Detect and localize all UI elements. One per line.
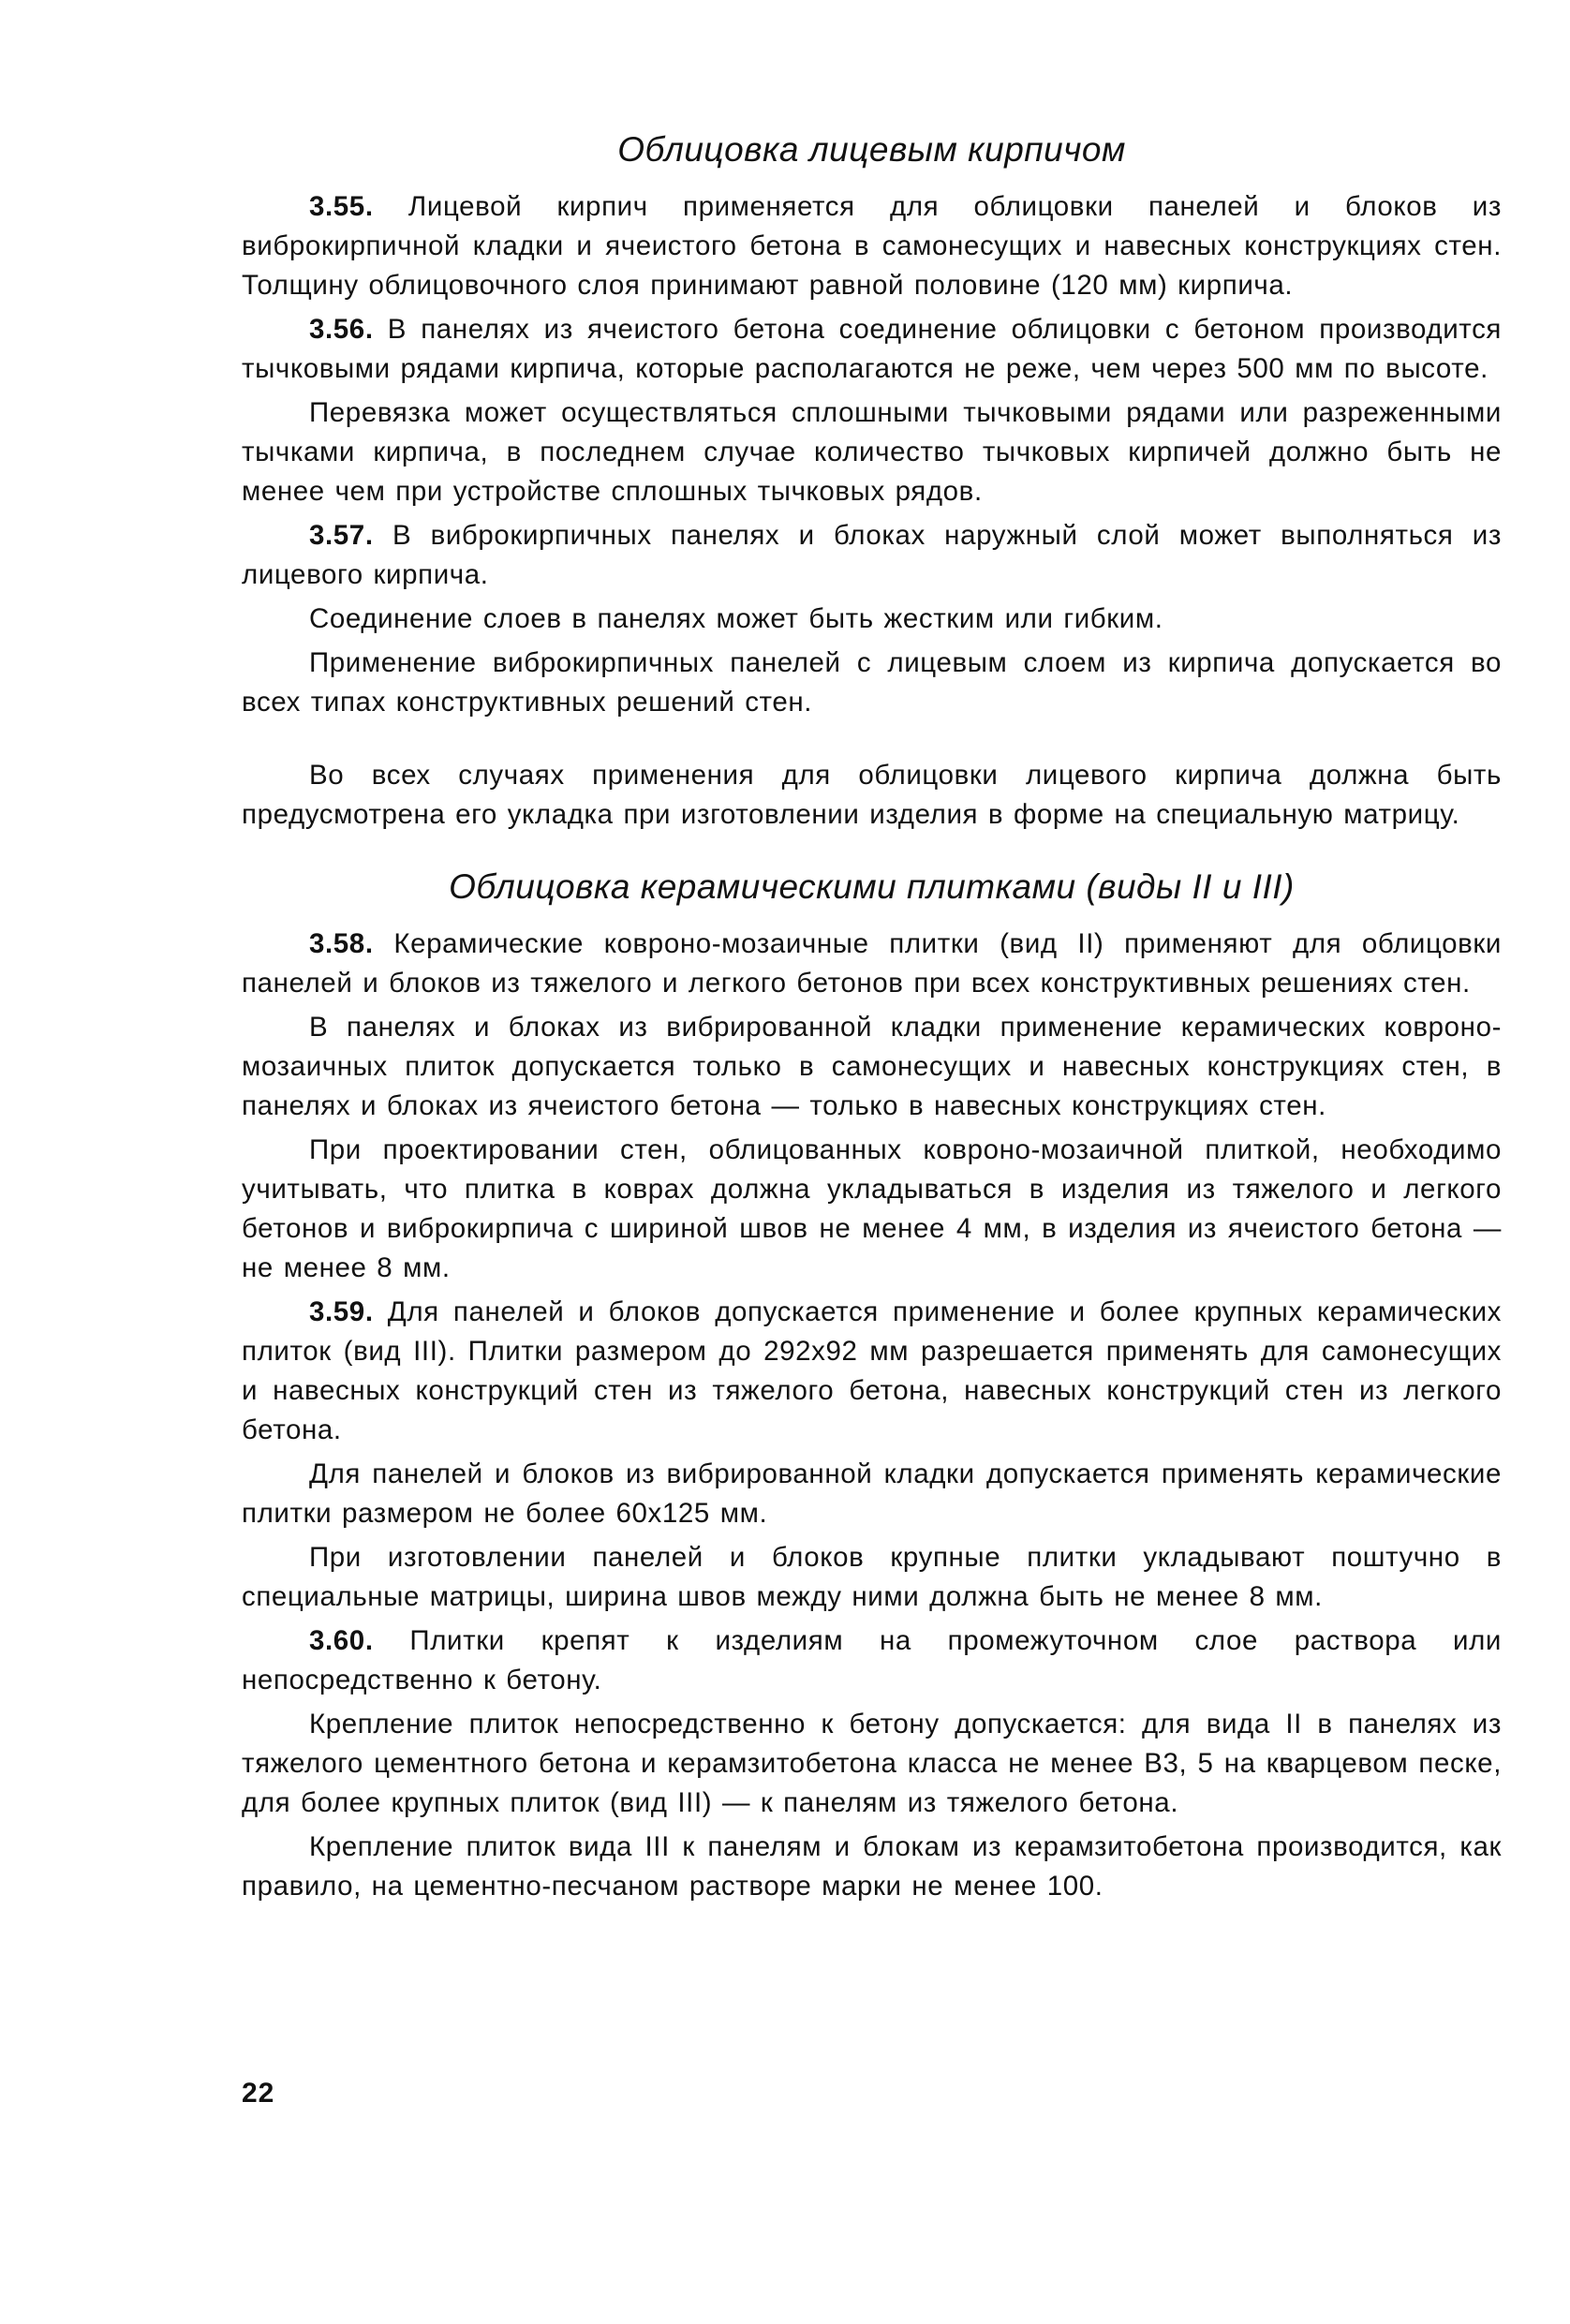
section-heading-facing-brick: Облицовка лицевым кирпичом — [617, 130, 1126, 169]
paragraph-direct-fixing — [242, 1705, 1502, 1823]
paragraph-piece-laying — [242, 1538, 1502, 1617]
paragraph-text: Для панелей и блоков допускается применение и более крупных керамических плиток (вид III). Плитки размером до 292x92 мм разрешается применять для самонесущих и навесных конструкций стен из тяжелого бетона, навесных конструкций стен из легкого бетона. — [242, 1296, 1502, 1445]
paragraph-3-57 — [242, 516, 1502, 595]
paragraph-text: В панелях и блоках из вибрированной кладки применение керамических ковроно-мозаичных плиток допускается только в самонесущих и навесных конструкциях стен, в панелях и блоках из ячеистого бетона — только в навесных конструкциях стен. — [242, 1012, 1502, 1121]
clause-number: 3.57. — [309, 520, 374, 551]
clause-number: 3.58. — [309, 928, 374, 959]
page-number: 22 — [242, 2078, 275, 2109]
paragraph-text: В панелях из ячеистого бетона соединение облицовки с бетоном производится тычковыми рядами кирпича, которые располагаются не реже, чем через 500 мм по высоте. — [242, 314, 1502, 384]
paragraph-3-58 — [242, 925, 1502, 1003]
paragraph-text: Лицевой кирпич применяется для облицовки панелей и блоков из виброкирпичной кладки и ячеистого бетона в самонесущих и навесных конструкциях стен. Толщину облицовочного слоя принимают равной половине (120 мм) кирпича. — [242, 191, 1502, 301]
clause-number: 3.56. — [309, 314, 374, 345]
paragraph-text: Соединение слоев в панелях может быть жестким или гибким. — [309, 603, 1163, 634]
paragraph-text: Во всех случаях применения для облицовки лицевого кирпича должна быть предусмотрена его укладка при изготовлении изделия в форме на специальную матрицу. — [242, 760, 1502, 830]
paragraph-text: Перевязка может осуществляться сплошными тычковыми рядами или разреженными тычками кирпича, в последнем случае количество тычковых кирпичей должно быть не менее чем при устройстве сплошных тычковых рядов. — [242, 397, 1502, 507]
clause-number: 3.60. — [309, 1625, 374, 1656]
paragraph-text: Керамические ковроно-мозаичные плитки (вид II) применяют для облицовки панелей и блоков из тяжелого и легкого бетонов при всех конструктивных решениях стен. — [242, 928, 1502, 999]
paragraph-claydite-fixing — [242, 1828, 1502, 1906]
paragraph-3-60 — [242, 1621, 1502, 1700]
paragraph-layer-connection — [242, 600, 1502, 639]
paragraph-design-considerations — [242, 1131, 1502, 1288]
section-heading-ceramic-tiles: Облицовка керамическими плитками (виды II и III) — [449, 867, 1295, 906]
clause-number: 3.59. — [309, 1296, 374, 1327]
paragraph-3-59 — [242, 1293, 1502, 1450]
paragraph-text: Применение виброкирпичных панелей с лицевым слоем из кирпича допускается во всех типах конструктивных решений стен. — [242, 647, 1502, 718]
paragraph-matrix-laying — [242, 756, 1502, 835]
paragraph-text: В виброкирпичных панелях и блоках наружный слой может выполняться из лицевого кирпича. — [242, 520, 1502, 590]
paragraph-bonding — [242, 393, 1502, 511]
paragraph-3-55 — [242, 187, 1502, 305]
paragraph-text: Плитки крепят к изделиям на промежуточном слое раствора или непосредственно к бетону. — [242, 1625, 1502, 1695]
paragraph-text: При изготовлении панелей и блоков крупные плитки укладывают поштучно в специальные матрицы, ширина швов между ними должна быть не менее 8 мм. — [242, 1542, 1502, 1612]
paragraph-vibrated-masonry — [242, 1008, 1502, 1126]
paragraph-text: При проектировании стен, облицованных ковроно-мозаичной плиткой, необходимо учитывать, что плитка в коврах должна укладываться в изделия из тяжелого и легкого бетонов и виброкирпича с шириной швов не менее 4 мм, в изделия из ячеистого бетона — не менее 8 мм. — [242, 1134, 1502, 1283]
paragraph-text: Для панелей и блоков из вибрированной кладки допускается применять керамические плитки размером не более 60x125 мм. — [242, 1458, 1502, 1529]
clause-number: 3.55. — [309, 191, 374, 222]
paragraph-text: Крепление плиток вида III к панелям и блокам из керамзитобетона производится, как правило, на цементно-песчаном растворе марки не менее 100. — [242, 1831, 1502, 1902]
paragraph-tile-size-limit — [242, 1455, 1502, 1533]
paragraph-vibro-brick-application — [242, 644, 1502, 722]
paragraph-text: Крепление плиток непосредственно к бетону допускается: для вида II в панелях из тяжелого цементного бетона и керамзитобетона класса не менее В3, 5 на кварцевом песке, для более крупных плиток (вид III) — к панелям из тяжелого бетона. — [242, 1709, 1502, 1818]
paragraph-3-56 — [242, 310, 1502, 389]
page-content — [242, 129, 1502, 1911]
